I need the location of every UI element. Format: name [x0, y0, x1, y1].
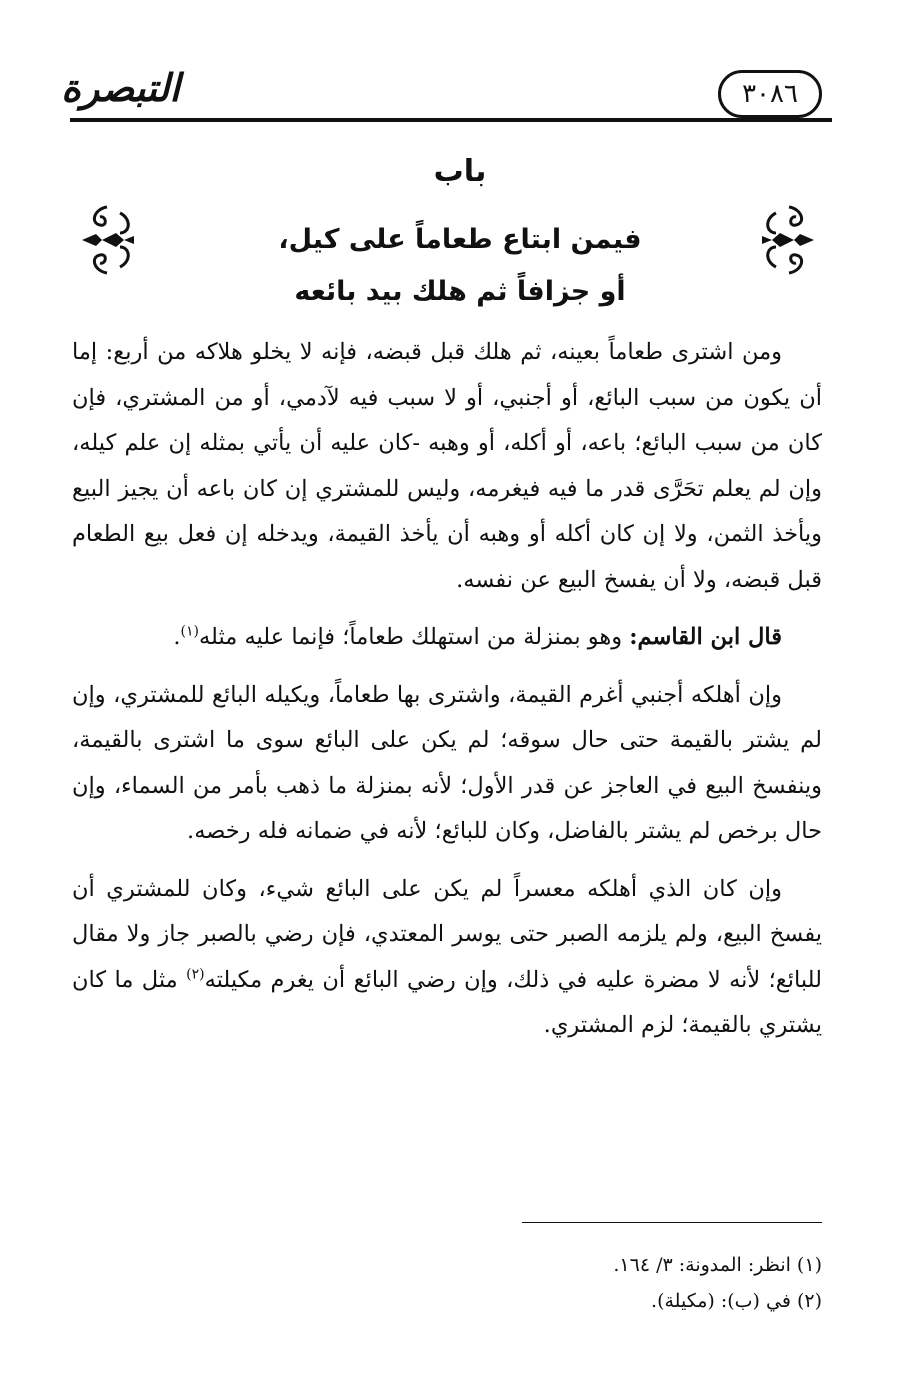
paragraph-4 — [72, 867, 822, 1049]
footnote-2: (٢) في (ب): (مكيلة). — [651, 1290, 822, 1312]
paragraph-3: وإن أهلكه أجنبي أغرم القيمة، واشترى بها طعاماً، ويكيله البائع للمشتري، وإن لم يشتر بالقيمة حتى حال سوقه؛ لم يكن على البائع سوى ما اشترى بالقيمة، وينفسخ البيع في العاجز عن قدر الأول؛ لأنه بمنزلة ما ذهب بأمر من السماء، وإن حال برخص لم يشتر بالفاضل، وكان للبائع؛ لأنه في ضمانه فله رخصه. — [72, 681, 822, 844]
paragraph-1: ومن اشترى طعاماً بعينه، ثم هلك قبل قبضه، فإنه لا يخلو هلاكه من أربع: إما أن يكون من سبب البائع، أو أجنبي، أو لا سبب فيه لآدمي، أو من المشتري، فإن كان من سبب البائع؛ باعه، أو أكله، أو وهبه -كان عليه أن يأتي بمثله إن علم كيله، وإن لم يعلم تحَرَّى قدر ما فيه فيغرمه، وليس للمشتري إن كان باعه أن يجيز البيع ويأخذ الثمن، ولا إن كان أكله أو وهبه أن يأخذ القيمة، ويدخله إن فعل بيع الطعام قبل قبضه، ولا أن يفسخ البيع عن نفسه. — [72, 339, 822, 593]
header-rule — [70, 118, 832, 122]
chapter-title-line-1: فيمن ابتاع طعاماً على كيل، — [278, 224, 642, 255]
speaker-name: قال ابن القاسم: — [629, 624, 782, 650]
book-title: التبصرة — [61, 66, 180, 110]
paragraph-2 — [72, 615, 822, 661]
paragraph-2-text: وهو بمنزلة من استهلك طعاماً؛ فإنما عليه مثله — [198, 624, 630, 650]
chapter-heading: باب — [433, 154, 487, 189]
floral-ornament-icon — [758, 203, 820, 277]
footnote-ref-2[interactable]: (٢) — [186, 966, 205, 982]
body-text — [72, 330, 822, 1049]
footnotes — [72, 1247, 822, 1319]
paragraph-2-end: . — [173, 624, 181, 650]
chapter-title-line-2: أو جزافاً ثم هلك بيد بائعه — [294, 276, 626, 307]
floral-ornament-icon — [76, 203, 138, 277]
paragraph-4-text: وإن كان الذي أهلكه معسراً لم يكن على البائع شيء، وكان للمشتري أن يفسخ البيع، ولم يلزمه الصبر حتى يوسر المعتدي، فإن رضي بالصبر جاز ولا مقال للبائع؛ لأنه لا مضرة عليه في ذلك، وإن رضي البائع أن يغرم مكيلته — [72, 875, 822, 993]
footnote-divider — [522, 1222, 822, 1223]
page-number: ٣٠٨٦ — [718, 70, 822, 118]
paragraph-4-end: مثل ما كان يشتري بالقيمة؛ لزم المشتري. — [72, 966, 822, 1038]
footnote-1: (١) انظر: المدونة: ٣/ ١٦٤. — [613, 1254, 822, 1276]
footnote-ref-1[interactable]: (١) — [180, 623, 199, 640]
